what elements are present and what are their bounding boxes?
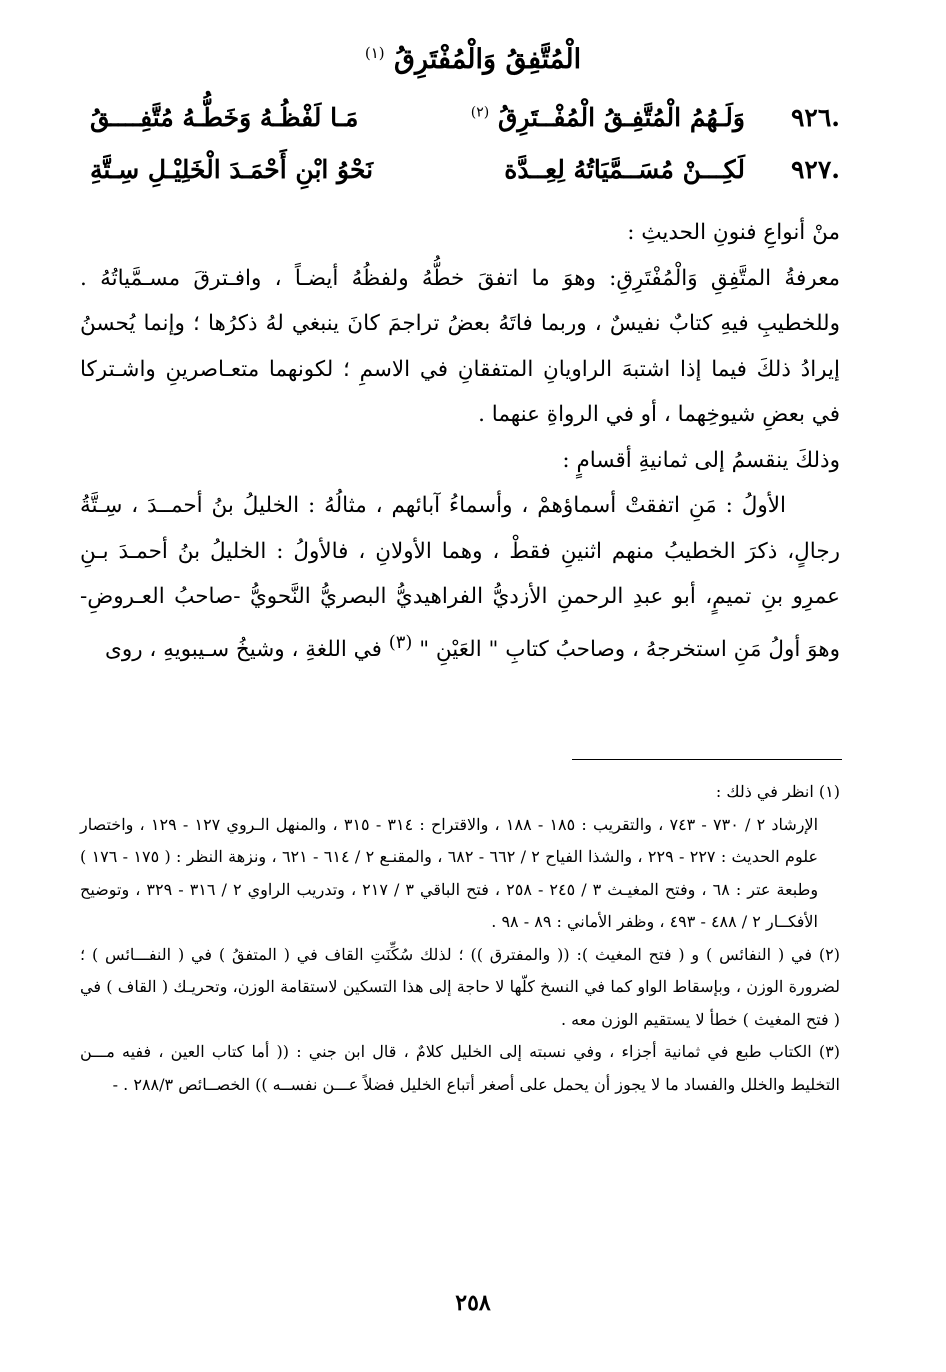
chapter-title-text: الْمُتَّفِقُ وَالْمُفْتَرِقُ xyxy=(394,44,582,75)
verse-927 xyxy=(90,155,840,201)
footnote-3: (٣) الكتاب طبع في ثمانية أجزاء ، وفي نسبته إلى الخليل كلامٌ ، قال ابن جني : (( أما كتاب العين ، ففيه مـــن التخليط والخلل والفساد ما لا يجوز أن يحمل على أصغر أتباع الخليل فضلاً عـــن نفســه )) الخصــائص ٢٨٨/٣ . - xyxy=(80,1042,840,1094)
footnote-ref-1: (١) xyxy=(364,44,385,62)
verse-second-hemistich: مَـا لَفْظُـهُ وَخَطُّـهُ مُتَّفِــــقُ xyxy=(90,103,359,132)
footnote-separator xyxy=(572,759,842,760)
verse-number: ٩٢٧. xyxy=(790,155,840,184)
verse-first-hemistich: لَكِـــنْ مُسَــمَّيَاتُهُ لِعِــدَّة xyxy=(504,155,745,184)
paragraph-divisions: وذلكَ ينقسمُ إلى ثمانيةِ أقسامٍ : xyxy=(562,447,840,473)
commentary-text xyxy=(80,210,840,672)
footnote-2: (٢) في ( النفائس ) و ( فتح المغيث ): (( والمفترق )) ؛ لذلك سُكِّنَتِ القاف في ( المتفقُ ) في ( النفـــائس ) ؛ لضرورة الوزن ، وبإسقاط الواو كما في النسخ كلّها لا حاجة إلى هذا التسكين لاستقامة الوزن، وتحريـك ( القاف ) في ( فتح المغيث ) خطأ لا يستقيم الوزن معه . xyxy=(80,944,840,1029)
footnotes xyxy=(80,776,840,1101)
paragraph-first-division-end: في اللغةِ ، وشيخُ سـيبويهِ ، روى xyxy=(104,636,382,662)
paragraph-first-division xyxy=(80,483,840,672)
verse-926 xyxy=(90,103,840,149)
footnote-ref-3: (٣) xyxy=(388,631,413,653)
footnote-1-references: الإرشاد ٢ / ٧٣٠ - ٧٤٣ ، والتقريب : ١٨٥ - ١٨٨ ، والاقتراح : ٣١٤ - ٣١٥ ، والمنهل الـروي ١٢٧ - ١٢٩ ، واختصار علوم الحديث : ٢٢٧ - ٢٢٩ ، والشذا الفياح ٢ / ٦٦٢ - ٦٨٢ ، والمقنـع ٢ / ٦١٤ - ٦٢١ ، ونزهة النظر : ( ١٧٥ - ١٧٦ ) وطبعة عتر : ٦٨ ، وفتح المغيـث ٣ / ٢٤٥ - ٢٥٨ ، فتح الباقي ٣ / ٢١٧ ، وتدريب الراوي ٢ / ٣١٦ - ٣٢٩ ، وتوضيح الأفكــار ٢ / ٤٨٨ - ٤٩٣ ، وظفر الأماني : ٨٩ - ٩٨ . xyxy=(80,814,819,931)
paragraph-first-division-text: الأولُ : مَنِ اتفقتْ أسماؤهمْ ، وأسماءُ آبائهم ، مثالُهُ : الخليلُ بنُ أحمــدَ ، سِـتَّةُ رجالٍ، ذكرَ الخطيبُ منهم اثنينِ فقطْ ، وهما الأولانِ ، فالأولُ : الخليلُ بنُ أحمـدَ بـنِ عمرِو بنِ تميمٍ، أبو عبدِ الرحمنِ الأزديُّ الفراهيديُّ البصريُّ النَّحويُّ -صاحبُ العـروضِ- وهوَ أولُ مَنِ استخرجهُ ، وصاحبُ كتابِ " العَيْنِ " xyxy=(80,493,840,662)
footnote-ref-2: (٢) xyxy=(470,104,490,121)
verse-second-hemistich: نَحْوُ ابْنِ أَحْمَـدَ الْخَلِيْـلِ سِـتَّةِ xyxy=(90,155,374,184)
verse-first-hemistich xyxy=(471,103,745,132)
verse-first-hemistich-text: وَلَـهُمُ الْمُتَّفِـقُ الْمُفْــتَرِقُ xyxy=(497,103,745,132)
page-number: ٢٥٨ xyxy=(455,1290,491,1316)
paragraph-intro: منْ أنواعِ فنونِ الحديثِ : xyxy=(627,220,840,245)
chapter-title xyxy=(0,44,946,75)
verse-number: ٩٢٦. xyxy=(790,103,840,132)
paragraph-definition: معرفةُ المتَّفِقِ وَالْمُفْتَرِقِ: وهوَ ما اتفقَ خطُّهُ ولفظُهُ أيضـاً ، وافـترقَ مسـمَّياتُهُ . وللخطيبِ فيهِ كتابٌ نفيسٌ ، وربما فاتَهُ بعضُ تراجمَ كانَ ينبغي لهُ ذكرُها ؛ وإنما يُحسنُ إيرادُ ذلكَ فيما إذا اشتبهَ الراويانِ المتفقانِ في الاسمِ ؛ لكونهما متعـاصرينِ واشـتركا في بعضِ شيوخِهما ، أو في الرواةِ عنهما . xyxy=(80,265,840,427)
footnote-1-intro: (١) انظر في ذلك : xyxy=(715,782,840,801)
